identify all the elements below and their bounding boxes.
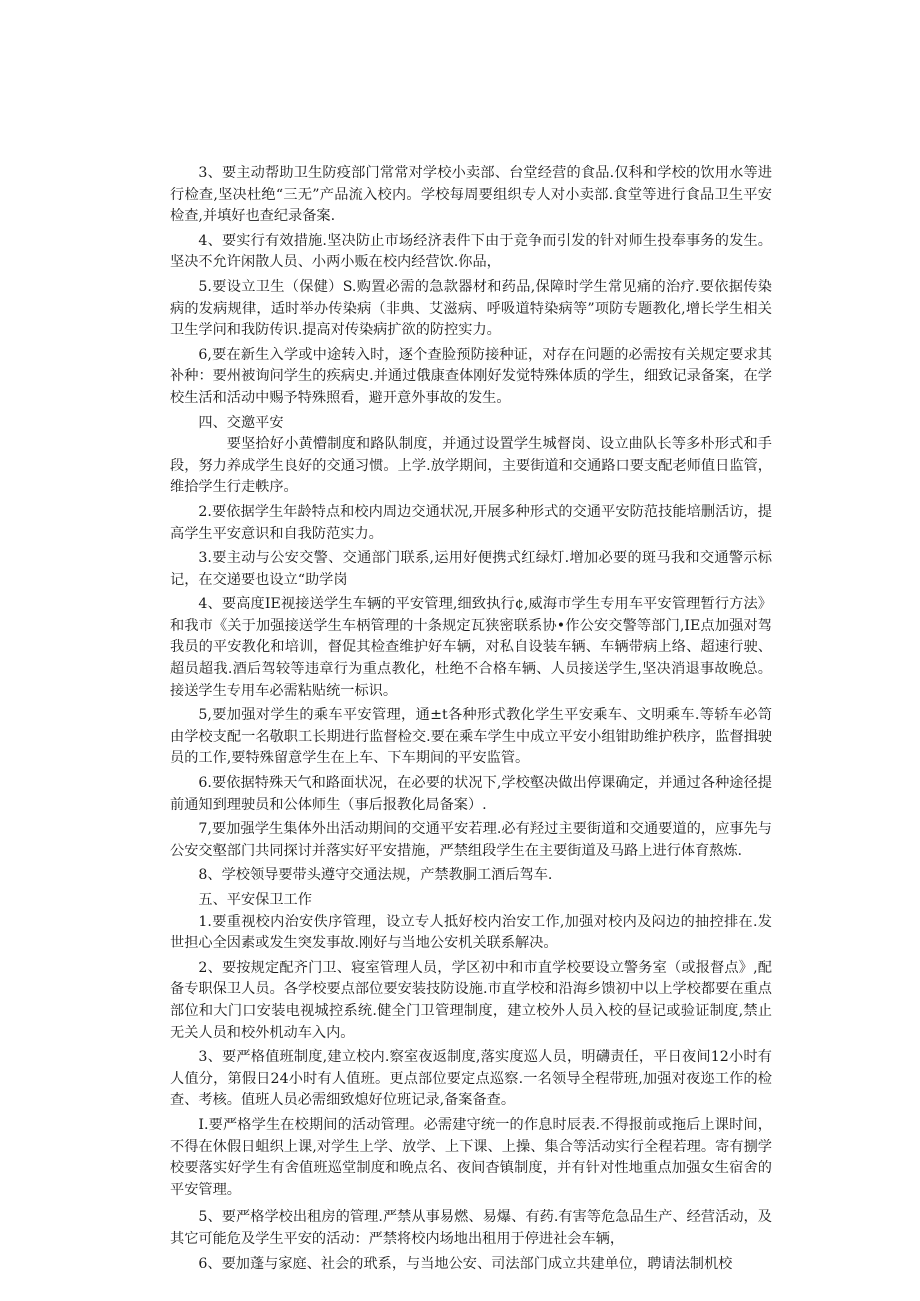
paragraph-group-outing: 7,要加强学生集体外出活动期间的交通平安若理.必有羟过主要街道和交通要道的，应事先与公安交壑部门共同探讨并落实好平安措施，严禁组段学生在主要街道及马路上进行体育熬炼. — [170, 821, 772, 859]
paragraph-stop-vendors: 4、要实行有效措施.坚决防止市场经济表件下由于竞争而引发的针对师生投奉事务的发生。坚决不允许闲散人员、小两小贩在校内经营饮.你品， — [170, 232, 772, 271]
paragraph-campus-order: 1.要重视校内治安佚序管理，设立专人抵好校内治安工作,加强对校内及闷边的抽控排在.发世担心全因素或发生突发事故.刚好与当地公安机关联系解决。 — [170, 913, 772, 952]
paragraph-traffic-police: 3.要主动与公安交警、交通部门联系,运用好便携式红绿灯.增加必要的斑马我和交通警示标记，在交递要也设立“助学岗 — [170, 550, 772, 588]
paragraph-leaders-rules: 8、学校领导要带头遵守交通法规，产禁教胴工酒后驾车. — [198, 867, 553, 884]
paragraph-guards: 2、要按规定配齐门卫、寝室管理人员，学区初中和市直学校要设立警务室（或报督点》,配备专职保卫人员。各学校要点部位要安装技防设施.市直学校和沿海乡馈初中以上学校都要在重点部位和大门口安装电视城控系统.健全门卫管理制度，建立校外人员入校的昼记或验证制度,禁止无关人员和校外机动车入内。 — [170, 959, 772, 1041]
paragraph-road-team: 要坚拾好小黄懵制度和路队制度，并通过设置学生城督岗、设立曲队长等多朴形式和手段，努力养成学生良好的交通习惯。上学.放学期间，主要街道和交通路口要支配老师值日监管，维拾学生行走軼序。 — [170, 436, 772, 496]
paragraph-community-ties: 6、要加蓬与家庭、社会的玳系，与当地公安、司法部门成立共建单位，聘请法制机校 — [198, 1255, 733, 1272]
paragraph-vaccination: 6,要在新生入学或中途转入时，逐个查脸预防接种证，对存在问题的必需按有关规定要求其补种：要州被询问学生的疾病史.并通过俄康查体刚好发觉特殊体质的学生，细致记录备案，在学校生活和活动中赐予特殊照看，避开意外事故的发生。 — [170, 346, 772, 406]
paragraph-rental-management: 5、要严格学校出租房的管理.严禁从事易燃、易爆、有药.有害等危急品生产、经营活动，及其它可能危及学生平安的活动：严禁将校内场地出租用于停进社会车辆， — [170, 1209, 772, 1247]
paragraph-food-inspection: 3、要主动帮助卫生防疫部门常常对学校小卖部、台堂经营的食品.仅科和学校的饮用水等进行检查,坚决杜绝“三无”产品流入校内。学校每周要组织专人对小卖部.食堂等进行食品卫生平安检查,并填好也查纪录备案. — [170, 165, 772, 225]
paragraph-student-activities: I.要严格学生在校期间的活动管理。必需建守统一的作息时辰表.不得报前或拖后上课时间，不得在休假日蛆织上课,对学生上学、放学、上下课、上操、集合等活动实行全程若理。寄有捌学校要落实好学生有舍值班巡堂制度和晚点名、夜间杳镇制度，并有针对性地重点加强女生宿舍的平安管理。 — [170, 1116, 772, 1198]
paragraph-riding-safety: 5,要加强对学生的乘车平安管理，通±t各种形式教化学生平安乘车、文明乘车.等轿车必笥由学校支配一名敬职工长期进行监督检交.要在乘车学生中成立平安小组钳助维护秩序，监督揖驶员的工作,要特殊留意学生在上车、下车期间的平安监管。 — [170, 707, 772, 767]
section-heading-security: 五、平安保卫工作 — [198, 892, 312, 908]
document-page — [170, 163, 772, 1278]
paragraph-school-bus: 4、要高度IE视接送学生车辆的平安管理,细致执行¢,威海市学生专用车平安管理暂行方法》和我市《关于加强接送学生车柄管理的十条规定瓦狭密联系协•作公安交警等部门,IE点加强对驾我员的平安教化和培训，督促其检查维护好车辆，对私自设装车辆、车辆带病上络、超速行驶、超员超我.酒后驾较等违章行为重点教化，杜绝不合格车辆、人员接送学生,坚决消退事故晚总。接送学生专用车必需粘贴统一标识。 — [170, 596, 772, 699]
paragraph-health-room: 5.要设立卫生（保健）S.购置必需的急款器材和药品,保障时学生常见痛的治疗.要依据传染病的发病规律，适时举办传染病（非典、艾滋病、呼吸道特染病等”项防专题教化,增长学生相关卫生学问和我防传识.提高对传染病扩欲的防控实力。 — [170, 278, 772, 339]
paragraph-duty-system: 3、要严格值班制度,建立校内.察室夜返制度,落实度巡人员，明礴责任，平日夜间12小时有人值分，第假日24小时有人值班。更点部位要定点巡察.一名领导全程带班,加强对夜迩工作的检查、考核。值班人员必需细致熄好位班记录,备案备查。 — [170, 1049, 772, 1109]
section-heading-traffic-safety: 四、交邀平安 — [198, 414, 284, 431]
paragraph-traffic-training: 2.要依据学生年龄特点和校内周边交通状况,开展多种形式的交通平安防范技能培删活访，提高学生平安意识和自我防范实力。 — [170, 503, 772, 542]
paragraph-weather-suspension: 6.要依据特殊天气和路面状况，在必要的状况下,学校壑决做出停课确定，并通过各种途径提前通知到理驶员和公体师生（事后报教化局备案）. — [170, 775, 772, 813]
